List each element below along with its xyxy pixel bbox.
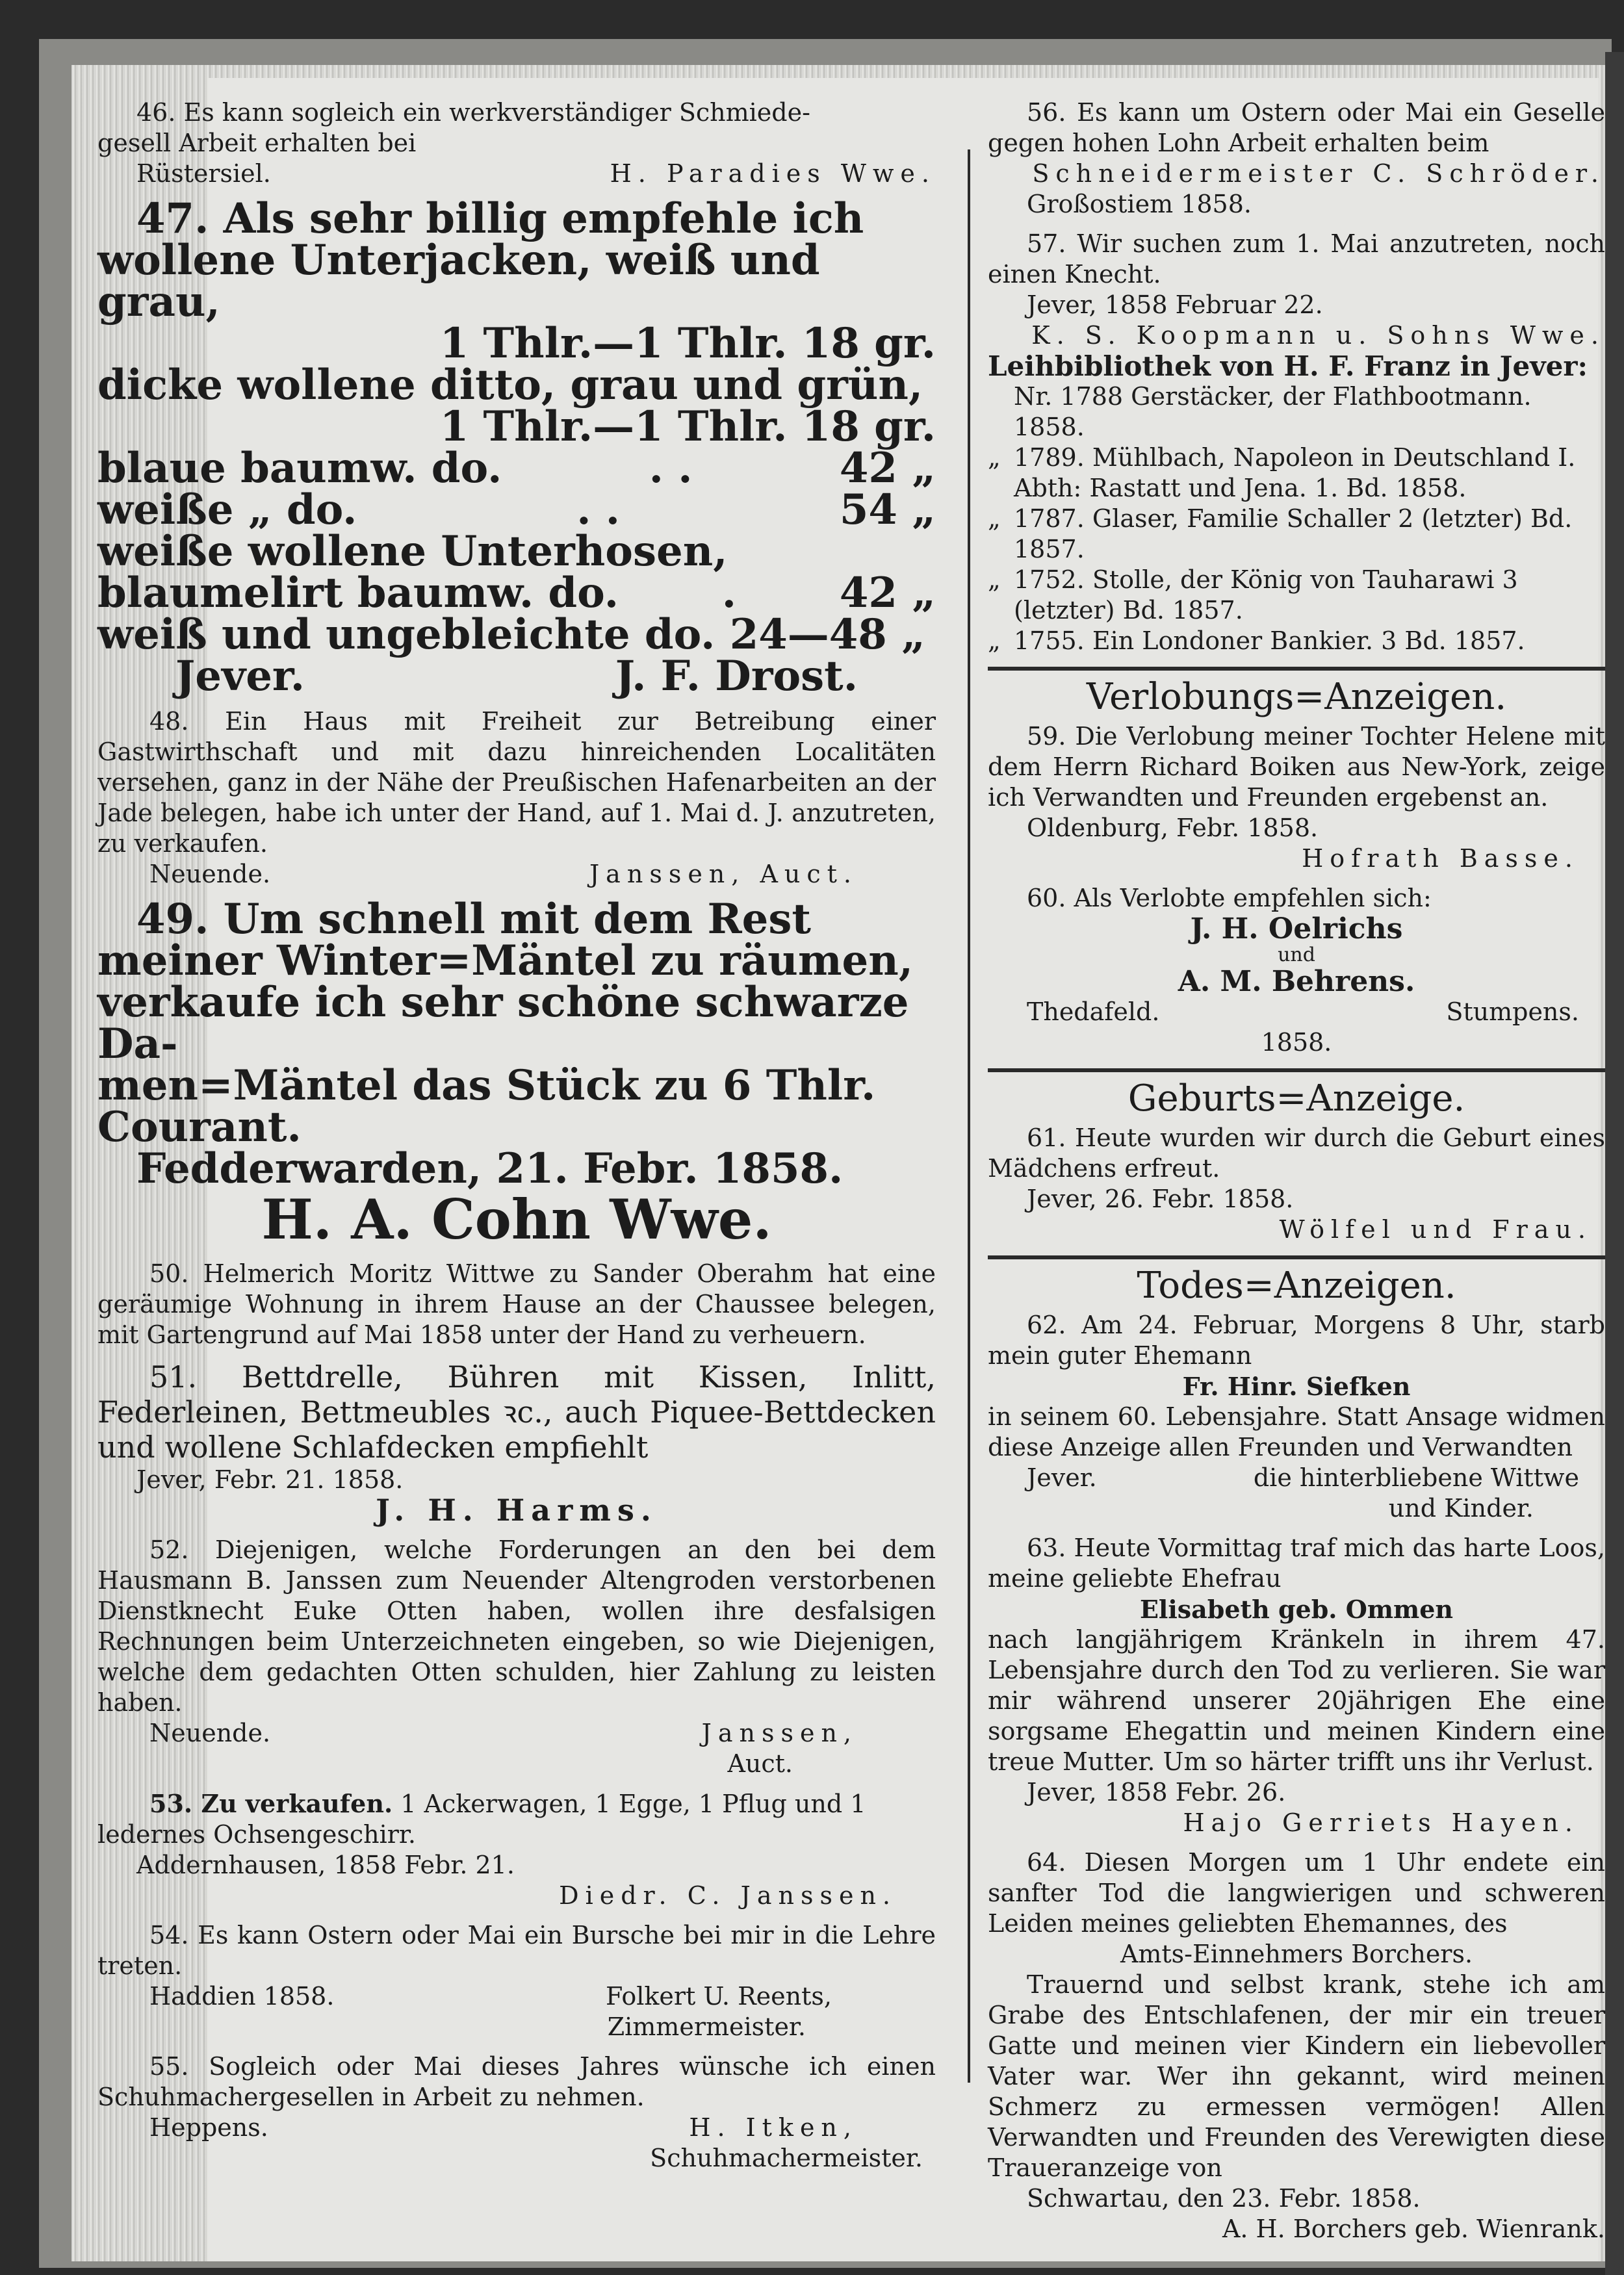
ad-62 xyxy=(988,1310,1605,1524)
ad-52-text: 52. Diejenigen, welche Forderungen an den bei dem Hausmann B. Janssen zum Neuender Altengroden verstorbenen Dienstknecht Euke Otten haben, wollen ihre desfalsigen Rechnungen beim Unterzeichneten eingeben, so wie Diejenigen, welche dem gedachten Otten schulden, hier Zahlung zu leisten haben. xyxy=(97,1536,936,1717)
ad-60-und: und xyxy=(1278,944,1315,966)
library-item-text: 1752. Stolle, der König von Tauharawi 3 (letzter) Bd. 1857. xyxy=(1014,565,1518,624)
ad-53-label: 53. Zu verkaufen. xyxy=(149,1789,393,1818)
ad-63-text1: 63. Heute Vormittag traf mich das harte Loos, meine geliebte Ehefrau xyxy=(988,1534,1605,1593)
ad-53-text: 1 Ackerwagen, 1 Egge, 1 Pflug und 1 ledernes Ochsengeschirr. xyxy=(97,1790,866,1849)
ad-53-dateline: Addernhausen, 1858 Febr. 21. xyxy=(136,1851,515,1879)
ad-59 xyxy=(988,721,1605,874)
ad-53-signer: Diedr. C. Janssen. xyxy=(559,1881,897,1910)
page-shadow xyxy=(1605,52,1624,2275)
section-rule xyxy=(988,1068,1605,1072)
ad-56-signer: Schneidermeister C. Schröder. xyxy=(1032,159,1605,188)
ad-63-text2: nach langjährigem Kränkeln in ihrem 47. Lebensjahre durch den Tod zu verlieren. Sie war mir während unserer 20jährigen Ehe eine sorgsame Ehegattin und meinen Kindern eine treue Mutter. Um so härter trifft uns ihr Verlust. xyxy=(988,1625,1605,1776)
ad-48-place: Neuende. xyxy=(149,860,271,888)
library-item-mark: „ xyxy=(988,443,1001,472)
ad-62-text1: 62. Am 24. Februar, Morgens 8 Uhr, starb mein guter Ehemann xyxy=(988,1311,1605,1370)
ad-47-row9-price: 42 „ xyxy=(839,569,936,617)
ad-60-name2: A. M. Behrens. xyxy=(1178,965,1415,998)
ad-55-signature-row xyxy=(97,2113,936,2143)
ad-64-text2: Trauernd und selbst krank, stehe ich am Grabe des Entschlafenen, der mir ein treuer Gatte und meinen vier Kindern ein liebevoller Vater war. Wer ihn gekannt, wird meinen Schmerz zu ermessen vermögen! Allen Verwandten und Freunden des Verewigten diese Traueranzeige von xyxy=(988,1970,1605,2182)
ad-53-body xyxy=(97,1788,936,1850)
ad-59-signer: Hofrath Basse. xyxy=(1302,844,1579,873)
ad-63-dateline: Jever, 1858 Febr. 26. xyxy=(1027,1778,1286,1806)
ad-60-text: 60. Als Verlobte empfehlen sich: xyxy=(1027,884,1432,912)
ad-61-signer: Wölfel und Frau. xyxy=(1279,1215,1592,1244)
ad-46-signature-row xyxy=(97,159,936,189)
ad-61-text: 61. Heute wurden wir durch die Geburt eines Mädchens erfreut. xyxy=(988,1124,1605,1183)
library-item xyxy=(988,504,1605,565)
ad-57-text: 57. Wir suchen zum 1. Mai anzutreten, noch einen Knecht. xyxy=(988,229,1605,289)
section-rule xyxy=(988,667,1605,671)
library-item-text: 1787. Glaser, Familie Schaller 2 (letzter) Bd. 1857. xyxy=(1014,504,1573,563)
ad-64-signer: A. H. Borchers geb. Wienrank. xyxy=(1222,2215,1605,2243)
ad-47-row9-label: blaumelirt baumw. do. xyxy=(97,569,619,617)
library-item xyxy=(988,443,1605,504)
ad-62-place: Jever. xyxy=(1027,1463,1097,1492)
ad-62-name: Fr. Hinr. Siefken xyxy=(1182,1372,1411,1401)
ad-47-line4: dicke wollene ditto, grau und grün, xyxy=(97,361,923,409)
ad-48 xyxy=(97,706,936,890)
heading-engagement: Verlobungs=Anzeigen. xyxy=(1086,676,1507,718)
ad-60-place2: Stumpens. xyxy=(1446,997,1579,1026)
section-rule xyxy=(988,1255,1605,1259)
ad-57 xyxy=(988,229,1605,351)
ad-60 xyxy=(988,883,1605,1058)
ad-47-signer: J. F. Drost. xyxy=(615,652,858,700)
ad-53 xyxy=(97,1788,936,1911)
ad-47-row6 xyxy=(97,444,936,493)
ad-62-signature-row xyxy=(988,1463,1605,1493)
ad-47-row6-label: blaue baumw. do. xyxy=(97,444,502,493)
ad-64-text1: 64. Diesen Morgen um 1 Uhr endete ein sanfter Tod die langwierigen und schweren Leiden meines geliebten Ehemannes, des xyxy=(988,1848,1605,1938)
ad-46-line1: 46. Es kann sogleich ein werkverständiger Schmiede- xyxy=(136,98,810,127)
ad-64-dateline: Schwartau, den 23. Febr. 1858. xyxy=(1027,2184,1421,2213)
ad-52-place: Neuende. xyxy=(149,1719,271,1747)
ad-60-places xyxy=(988,997,1605,1027)
ad-51-dateline: Jever, Febr. 21. 1858. xyxy=(136,1465,404,1494)
heading-death: Todes=Anzeigen. xyxy=(1137,1265,1456,1307)
ad-54-signer2: Zimmermeister. xyxy=(607,2012,806,2041)
ad-62-text2: in seinem 60. Lebensjahre. Statt Ansage widmen diese Anzeige allen Freunden und Verwandten xyxy=(988,1402,1605,1461)
library-item-text: Nr. 1788 Gerstäcker, der Flathbootmann. 1858. xyxy=(1014,382,1532,441)
ad-47-row7-price: 54 „ xyxy=(839,485,936,534)
ad-47-signature-row xyxy=(97,652,936,700)
ad-49-dateline: Fedderwarden, 21. Febr. 1858. xyxy=(136,1144,844,1193)
ad-46-signer: H. Paradies Wwe. xyxy=(610,159,936,188)
ad-49-line4: men=Mäntel das Stück zu 6 Thlr. xyxy=(97,1061,876,1110)
ad-54-signer: Folkert U. Reents, xyxy=(606,1982,832,2011)
ad-54 xyxy=(97,1920,936,2042)
ad-47-line3: 1 Thlr.—1 Thlr. 18 gr. xyxy=(439,319,936,368)
ad-52-signature-row xyxy=(97,1718,936,1749)
heading-birth: Geburts=Anzeige. xyxy=(1128,1077,1465,1120)
ad-64-name: Amts-Einnehmers Borchers. xyxy=(1120,1940,1473,1968)
library-ad xyxy=(988,351,1605,656)
ad-60-year: 1858. xyxy=(1261,1028,1332,1057)
ad-54-place: Haddien 1858. xyxy=(149,1982,335,2011)
ad-47-row9-dots: . xyxy=(721,569,737,617)
library-item xyxy=(988,565,1605,626)
ad-47-line1: 47. Als sehr billig empfehle ich xyxy=(136,194,864,243)
ad-55-signer2: Schuhmachermeister. xyxy=(650,2144,923,2172)
ad-47-row6-price: 42 „ xyxy=(839,444,936,493)
library-item-mark: „ xyxy=(988,504,1001,533)
ad-55-text: 55. Sogleich oder Mai dieses Jahres wünsche ich einen Schuhmachergesellen in Arbeit zu nehmen. xyxy=(97,2052,936,2111)
ad-54-signature-row xyxy=(97,1981,936,2012)
ad-47-place: Jever. xyxy=(175,652,305,700)
ad-51-signer: J. H. Harms. xyxy=(376,1493,658,1528)
ad-46-line2: gesell Arbeit erhalten bei xyxy=(97,129,417,157)
ad-48-signature-row xyxy=(97,859,936,890)
ad-56 xyxy=(988,97,1605,220)
ad-60-name1: J. H. Oelrichs xyxy=(1190,912,1403,945)
ad-64 xyxy=(988,1847,1605,2244)
ad-51-text: 51. Bettdrelle, Bühren mit Kissen, Inlitt, Federleinen, Bettmeubles ꝛc., auch Piquee-Bettdecken und wollene Schlafdecken empfiehlt xyxy=(97,1359,936,1465)
ad-60-place1: Thedafeld. xyxy=(1027,997,1160,1026)
ad-63 xyxy=(988,1533,1605,1838)
column-divider xyxy=(968,149,970,2083)
ad-50-text: 50. Helmerich Moritz Wittwe zu Sander Oberahm hat eine geräumige Wohnung in ihrem Hause an der Chaussee belegen, mit Gartengrund auf Mai 1858 unter der Hand zu verheuern. xyxy=(97,1259,936,1349)
left-column xyxy=(97,97,936,2174)
ad-57-signer: K. S. Koopmann u. Sohns Wwe. xyxy=(1031,321,1605,350)
library-item-text: 1789. Mühlbach, Napoleon in Deutschland I. Abth: Rastatt und Jena. 1. Bd. 1858. xyxy=(1014,443,1576,502)
ad-49-line5: Courant. xyxy=(97,1103,302,1151)
ad-62-signer: die hinterbliebene Wittwe xyxy=(1253,1463,1579,1492)
ad-52 xyxy=(97,1535,936,1779)
ad-56-text: 56. Es kann um Ostern oder Mai ein Geselle gegen hohen Lohn Arbeit erhalten beim xyxy=(988,98,1605,157)
ad-49 xyxy=(97,895,936,1193)
ad-47-line8: weiße wollene Unterhosen, xyxy=(97,527,728,576)
ad-47-line10: weiß und ungebleichte do. 24—48 „ xyxy=(97,610,925,659)
ad-55-place: Heppens. xyxy=(149,2113,268,2142)
ad-62-signer2: und Kinder. xyxy=(1388,1494,1534,1523)
ad-47-line5: 1 Thlr.—1 Thlr. 18 gr. xyxy=(439,402,936,451)
ad-50 xyxy=(97,1259,936,1350)
ad-47-row9 xyxy=(97,569,936,617)
ad-47-row7-label: weiße „ do. xyxy=(97,485,357,534)
ad-59-dateline: Oldenburg, Febr. 1858. xyxy=(1027,814,1319,842)
library-item-mark xyxy=(988,381,1014,443)
ad-47-row7-dots: . . xyxy=(576,485,621,534)
ad-55 xyxy=(97,2051,936,2174)
ad-54-text: 54. Es kann Ostern oder Mai ein Bursche bei mir in die Lehre treten. xyxy=(97,1921,936,1980)
library-item-mark: „ xyxy=(988,565,1001,594)
ad-63-name: Elisabeth geb. Ommen xyxy=(1139,1595,1454,1624)
ad-49-line3: verkaufe ich sehr schöne schwarze Da- xyxy=(97,978,909,1068)
library-title: Leihbibliothek von H. F. Franz in Jever: xyxy=(988,350,1588,382)
ad-51 xyxy=(97,1359,936,1465)
ad-56-place: Großostiem 1858. xyxy=(1027,190,1252,218)
right-column xyxy=(988,97,1605,2244)
library-item-mark: „ xyxy=(988,626,1001,655)
ad-61 xyxy=(988,1123,1605,1245)
ad-55-signer: H. Itken, xyxy=(689,2113,858,2142)
ad-47 xyxy=(97,194,936,700)
library-item-text: 1755. Ein Londoner Bankier. 3 Bd. 1857. xyxy=(1014,626,1525,655)
library-item xyxy=(988,626,1605,656)
ad-47-row7 xyxy=(97,485,936,534)
ad-48-signer: Janssen, Auct. xyxy=(589,860,858,888)
library-item xyxy=(988,381,1605,443)
ad-49-line1: 49. Um schnell mit dem Rest xyxy=(136,895,811,944)
ad-49-line2: meiner Winter=Mäntel zu räumen, xyxy=(97,936,914,985)
ad-61-dateline: Jever, 26. Febr. 1858. xyxy=(1027,1185,1294,1213)
ad-59-text: 59. Die Verlobung meiner Tochter Helene mit dem Herrn Richard Boiken aus New-York, zeige ich Verwandten und Freunden ergebenst an. xyxy=(988,722,1605,812)
ad-57-dateline: Jever, 1858 Februar 22. xyxy=(1027,290,1323,319)
ad-49-signer: H. A. Cohn Wwe. xyxy=(261,1187,772,1252)
ad-63-signer: Hajo Gerriets Hayen. xyxy=(1183,1808,1579,1837)
ad-52-signer2: Auct. xyxy=(727,1749,793,1778)
ad-46-place: Rüstersiel. xyxy=(136,159,271,188)
ad-47-line2: wollene Unterjacken, weiß und grau, xyxy=(97,236,820,326)
ad-48-text: 48. Ein Haus mit Freiheit zur Betreibung einer Gastwirthschaft und mit dazu hinreichenden Localitäten versehen, ganz in der Nähe der Preußischen Hafenarbeiten an der Jade belegen, habe ich unter der Hand, auf 1. Mai d. J. anzutreten, zu verkaufen. xyxy=(97,707,936,858)
ad-47-row6-dots: . . xyxy=(649,444,693,493)
ad-46 xyxy=(97,97,936,189)
ad-52-signer: Janssen, xyxy=(701,1719,858,1747)
